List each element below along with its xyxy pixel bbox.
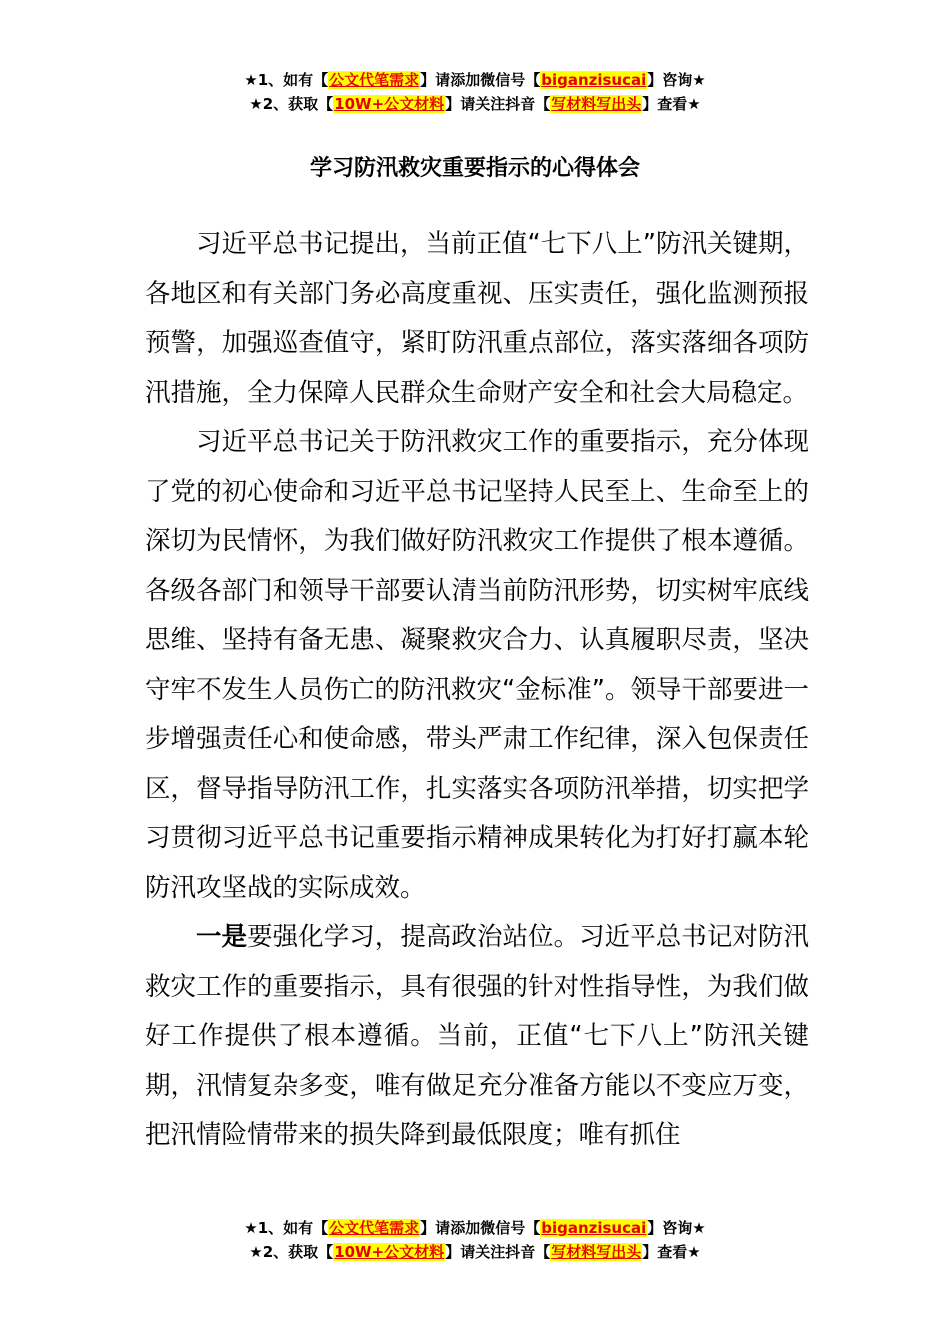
notice-text: 】咨询★: [647, 71, 706, 89]
point-lead: 一是: [196, 922, 248, 952]
notice-text: 】查看★: [642, 95, 701, 113]
highlight-service: 公文代笔需求: [329, 71, 420, 89]
notice-emphasis: 关注: [475, 95, 506, 113]
notice-text: 】请: [420, 1219, 451, 1237]
point-text: 要强化学习，提高政治站位。习近平总书记对防汛救灾工作的重要指示，具有很强的针对性指导性，为我们做好工作提供了根本遵循。当前，正值“七下八上”防汛关键期，汛情复杂多变，唯有做足充分准备方能以不变应万变，把汛情险情带来的损失降到最低限度；唯有抓住: [145, 922, 809, 1150]
notice-text: ★2、获取【: [249, 95, 334, 113]
notice-emphasis: 添加: [450, 71, 481, 89]
notice-text: ★1、如有【: [244, 1219, 329, 1237]
notice-text: ★1、如有【: [244, 71, 329, 89]
bottom-notice: [0, 1216, 950, 1264]
top-notice: [0, 68, 950, 116]
notice-line-2: [0, 1240, 950, 1264]
document-title: 学习防汛救灾重要指示的心得体会: [309, 156, 640, 181]
notice-text: 】请: [445, 1243, 476, 1261]
highlight-service: 公文代笔需求: [329, 1219, 420, 1237]
paragraph-2: 习近平总书记关于防汛救灾工作的重要指示，充分体现了党的初心使命和习近平总书记坚持人民至上、生命至上的深切为民情怀，为我们做好防汛救灾工作提供了根本遵循。各级各部门和领导干部要认清当前防汛形势，切实树牢底线思维、坚持有备无患、凝聚救灾合力、认真履职尽责，坚决守牢不发生人员伤亡的防汛救灾“金标准”。领导干部要进一步增强责任心和使命感，带头严肃工作纪律，深入包保责任区，督导指导防汛工作，扎实落实各项防汛举措，切实把学习贯彻习近平总书记重要指示精神成果转化为打好打赢本轮防汛攻坚战的实际成效。: [145, 427, 809, 903]
highlight-wechat-id: biganzisucai: [541, 1219, 647, 1237]
notice-text: 抖音【: [505, 95, 551, 113]
notice-emphasis: 添加: [450, 1219, 481, 1237]
notice-text: ★2、获取【: [249, 1243, 334, 1261]
highlight-wechat-id: biganzisucai: [541, 71, 647, 89]
notice-text: 抖音【: [505, 1243, 551, 1261]
notice-text: 】查看★: [642, 1243, 701, 1261]
notice-text: 微信号【: [480, 1219, 541, 1237]
notice-text: 】请: [445, 95, 476, 113]
notice-text: 】请: [420, 71, 451, 89]
notice-emphasis: 关注: [475, 1243, 506, 1261]
highlight-materials: 10W+公文材料: [334, 1243, 445, 1261]
paragraph-1: 习近平总书记提出，当前正值“七下八上”防汛关键期，各地区和有关部门务必高度重视、压实责任，强化监测预报预警，加强巡查值守，紧盯防汛重点部位，落实落细各项防汛措施，全力保障人民群众生命财产安全和社会大局稳定。: [145, 229, 809, 408]
highlight-materials: 10W+公文材料: [334, 95, 445, 113]
notice-text: 】咨询★: [647, 1219, 706, 1237]
highlight-douyin-account: 写材料写出头: [551, 1243, 642, 1261]
notice-text: 微信号【: [480, 71, 541, 89]
notice-line-2: [0, 92, 950, 116]
document-body: [145, 220, 809, 1161]
highlight-douyin-account: 写材料写出头: [551, 95, 642, 113]
paragraph-point-1: [145, 913, 809, 1161]
notice-line-1: [0, 1216, 950, 1240]
notice-line-1: [0, 68, 950, 92]
